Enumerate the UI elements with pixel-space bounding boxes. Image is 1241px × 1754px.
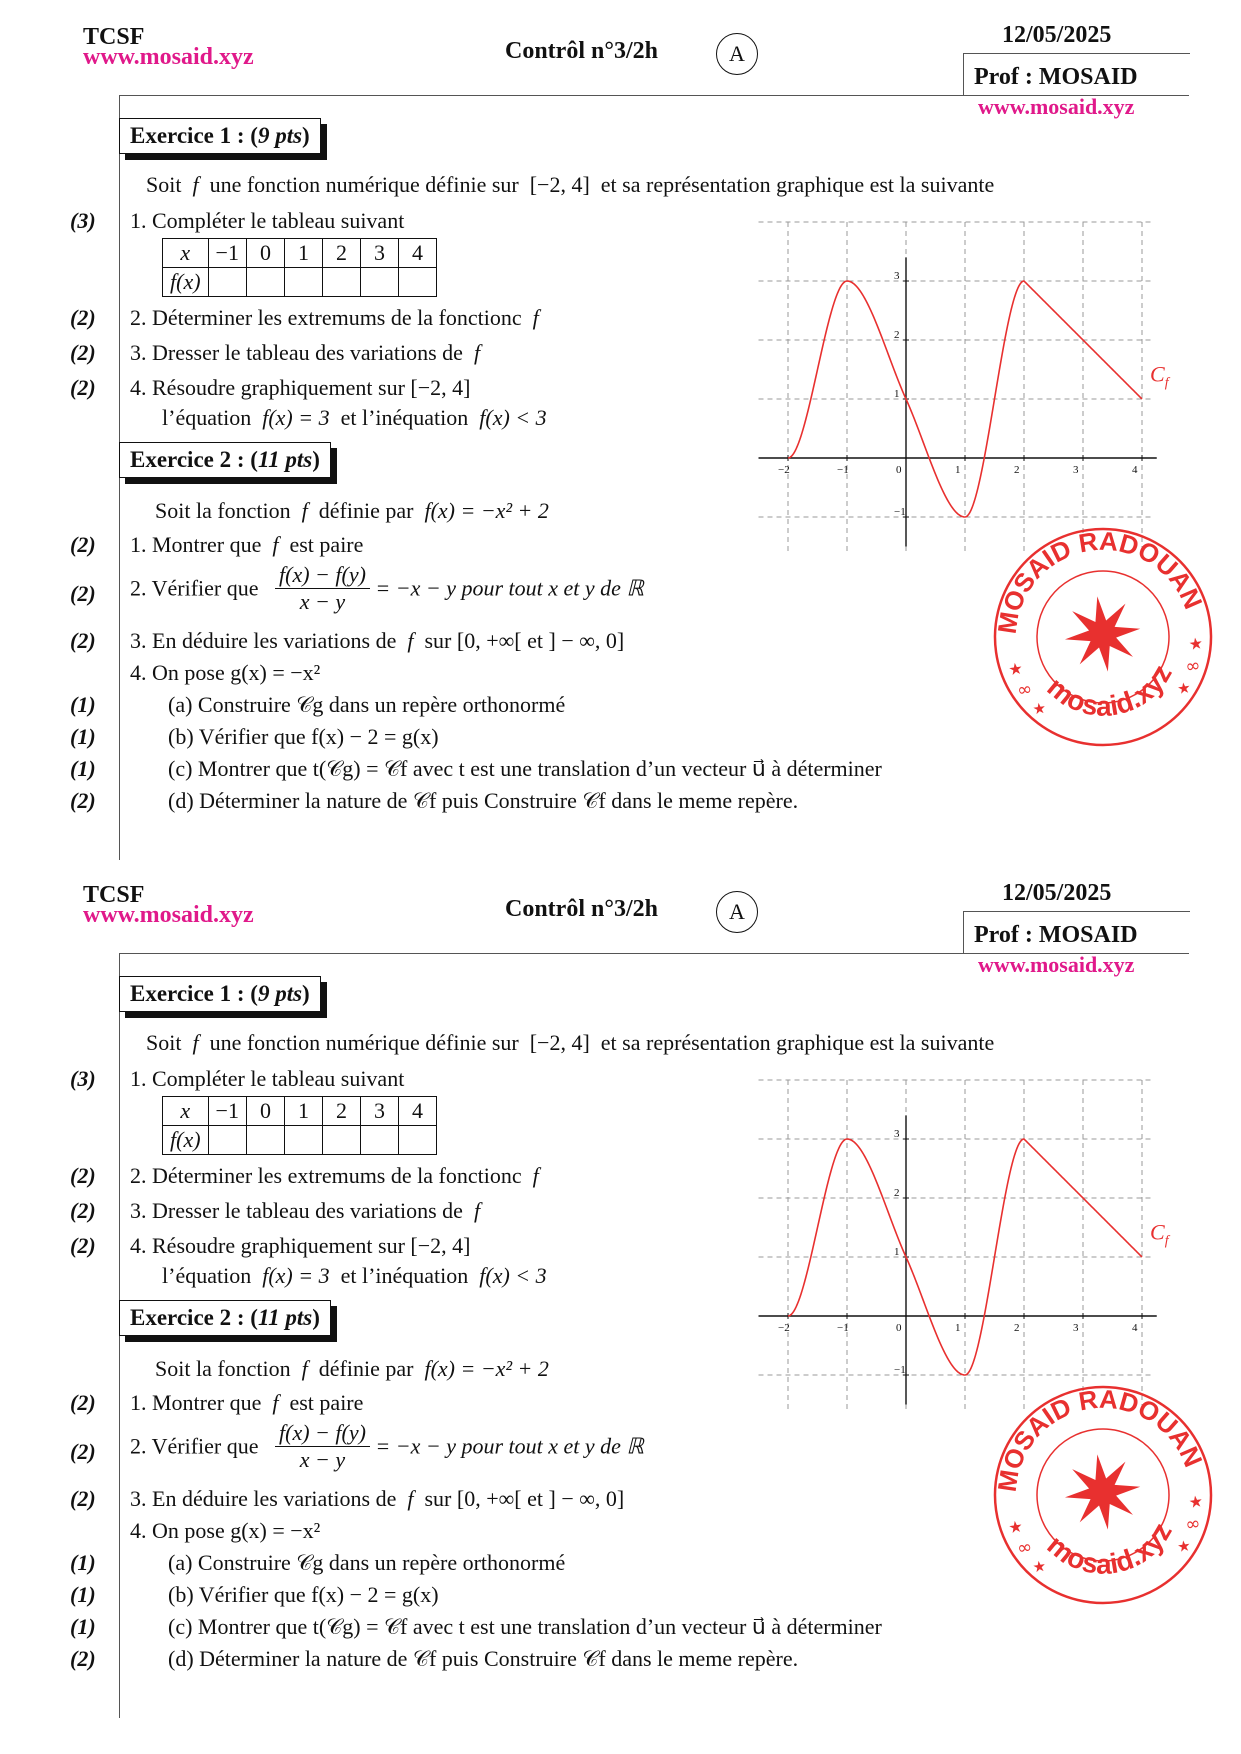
exercise-2-heading (119, 1300, 331, 1336)
ex2-q2-tail: = −x − y pour tout x et y de ℝ (375, 1433, 644, 1459)
exercise-2-heading (119, 442, 331, 478)
ex2-q1-text: 1. Montrer que (130, 1390, 262, 1415)
points-ex2-qd: (2) (70, 788, 96, 813)
stamp-small-star-icon: ★ (1187, 633, 1205, 655)
points-ex2-q3: (2) (70, 1486, 96, 1511)
teacher-name: Prof : MOSAID (974, 922, 1138, 948)
ex2-question-1 (130, 1390, 363, 1416)
points-q4: (2) (70, 1233, 96, 1258)
table-answer-cell[interactable] (398, 1126, 436, 1155)
points-ex2-q2: (2) (70, 1439, 96, 1464)
stamp-seal (988, 1380, 1218, 1610)
x-tick-label: 3 (1073, 464, 1079, 476)
ex2-question-b: (b) Vérifier que f(x) − 2 = g(x) (168, 1582, 439, 1607)
values-table (162, 238, 437, 297)
function-symbol: f (301, 1356, 308, 1381)
ex2-function-formula: f(x) = −x² + 2 (424, 1356, 549, 1381)
stamp-small-star-icon: ★ (1187, 1491, 1205, 1513)
points-q2: (2) (70, 1163, 96, 1188)
fraction (275, 562, 370, 615)
exercise-2-intro (155, 1356, 549, 1382)
table-cell: 2 (322, 239, 360, 268)
stamp-star-icon (1060, 1449, 1146, 1535)
table-cell: 3 (360, 1097, 398, 1126)
stamp-bottom-text: mosaid.xyz (1041, 1517, 1178, 1580)
intro-interval: [−2, 4] (529, 1030, 590, 1055)
function-symbol: f (272, 1390, 279, 1415)
table-cell: 0 (246, 239, 284, 268)
stamp-small-star-icon: ★ (1007, 1516, 1025, 1538)
ex2-intro-defined: définie par (318, 498, 414, 523)
ex2-question-4: 4. On pose g(x) = −x² (130, 1518, 321, 1543)
table-cell: 3 (360, 239, 398, 268)
question-4: 4. Résoudre graphiquement sur [−2, 4] (130, 375, 471, 400)
x-tick-label: 1 (955, 1322, 961, 1334)
fraction-denominator: x − y (299, 1447, 346, 1472)
stamp-star-icon (1060, 591, 1146, 677)
points-ex2-qb: (1) (70, 1582, 96, 1607)
points-q4: (2) (70, 375, 96, 400)
exercise-1-label: Exercice 1 : ( (130, 123, 258, 148)
version-badge: A (716, 891, 758, 933)
ex2-q3-tail: sur [0, +∞[ et ] − ∞, 0] (424, 1486, 625, 1511)
stamp-infinity-icon: ∞ (1015, 678, 1034, 702)
exercise-1-points: 9 pts (257, 123, 303, 148)
ex2-question-d: (d) Déterminer la nature de 𝒞f puis Construire 𝒞f dans le meme repère. (168, 1646, 799, 1671)
ex2-q1-text: 1. Montrer que (130, 532, 262, 557)
ex2-question-a: (a) Construire 𝒞g dans un repère orthonormé (168, 1550, 566, 1575)
ex2-question-2 (130, 1420, 644, 1473)
table-row-label: f(x) (170, 1127, 201, 1152)
x-tick-label: 2 (1014, 1322, 1020, 1334)
exam-title: Contrôl n°3/2h (505, 38, 658, 64)
q4-equation-word: l’équation (162, 1263, 252, 1288)
y-tick-label: 2 (894, 329, 900, 341)
q4-inequation: f(x) < 3 (479, 1263, 547, 1288)
function-symbol: f (532, 305, 539, 330)
function-symbol: f (473, 340, 481, 365)
table-cell (163, 239, 209, 268)
table-header-x: x (180, 1098, 191, 1123)
x-tick-label: 0 (896, 464, 902, 476)
ex2-question-3 (130, 628, 624, 654)
exercise-1-heading (119, 976, 321, 1012)
y-tick-label: 1 (894, 388, 900, 400)
fraction-numerator: f(x) − f(y) (275, 562, 370, 589)
question-3 (130, 340, 480, 366)
stamp-seal (988, 522, 1218, 752)
exercise-1-close: ) (302, 123, 310, 148)
x-tick-label: −2 (778, 1322, 790, 1334)
question-3-text: 3. Dresser le tableau des variations de (130, 340, 463, 365)
exam-title: Contrôl n°3/2h (505, 896, 658, 922)
table-cell: 4 (398, 1097, 436, 1126)
q4-inequation-word: et l’inéquation (340, 405, 469, 430)
function-graph (760, 220, 1169, 550)
table-answer-cell[interactable] (246, 268, 284, 297)
ex2-q3-text: 3. En déduire les variations de (130, 1486, 397, 1511)
stamp-top-text: MOSAID RADOUAN (991, 525, 1209, 636)
table-answer-cell[interactable] (208, 268, 246, 297)
table-cell: −1 (208, 1097, 246, 1126)
points-ex2-qa: (1) (70, 1550, 96, 1575)
ex2-question-4: 4. On pose g(x) = −x² (130, 660, 321, 685)
question-4: 4. Résoudre graphiquement sur [−2, 4] (130, 1233, 471, 1258)
points-ex2-q2: (2) (70, 581, 96, 606)
table-cell: 2 (322, 1097, 360, 1126)
website-link[interactable]: www.mosaid.xyz (83, 902, 254, 928)
points-ex2-q1: (2) (70, 532, 96, 557)
ex2-question-3 (130, 1486, 624, 1512)
points-ex2-qb: (1) (70, 724, 96, 749)
q4-equation: f(x) = 3 (262, 1263, 330, 1288)
values-table (162, 1096, 437, 1155)
intro-tail: et sa représentation graphique est la suivante (600, 172, 995, 197)
stamp-small-star-icon: ★ (1176, 678, 1192, 699)
stamp-group (988, 1380, 1218, 1610)
exercise-2-close: ) (312, 447, 320, 472)
exercise-1-intro (146, 1030, 994, 1056)
ex2-function-formula: f(x) = −x² + 2 (424, 498, 549, 523)
question-3-text: 3. Dresser le tableau des variations de (130, 1198, 463, 1223)
x-tick-label: −2 (778, 464, 790, 476)
function-symbol: f (192, 1030, 199, 1055)
question-3 (130, 1198, 480, 1224)
y-tick-label: 1 (894, 1246, 900, 1258)
y-tick-label: 2 (894, 1187, 900, 1199)
table-row (163, 239, 437, 268)
ex2-question-1 (130, 532, 363, 558)
function-symbol: f (272, 532, 279, 557)
table-row (163, 1097, 437, 1126)
ex2-q2-tail: = −x − y pour tout x et y de ℝ (375, 575, 644, 601)
x-tick-label: 1 (955, 464, 961, 476)
table-answer-cell[interactable] (284, 1126, 322, 1155)
ex2-q1-tail: est paire (289, 1390, 364, 1415)
ex2-q2-text: 2. Vérifier que (130, 1433, 259, 1459)
frame-top-line (119, 95, 965, 96)
fraction-denominator: x − y (299, 589, 346, 614)
exercise-2-points: 11 pts (257, 447, 313, 472)
table-cell (163, 1097, 209, 1126)
school-name: TCSF (83, 24, 145, 50)
frame-top-line (119, 953, 965, 954)
function-symbol: f (407, 628, 414, 653)
table-answer-cell[interactable] (322, 268, 360, 297)
x-tick-label: −1 (837, 1322, 849, 1334)
ex2-question-2 (130, 562, 644, 615)
table-answer-cell[interactable] (322, 1126, 360, 1155)
ex2-q3-tail: sur [0, +∞[ et ] − ∞, 0] (424, 628, 625, 653)
q4-equation: f(x) = 3 (262, 405, 330, 430)
ex2-intro-text: Soit la fonction (155, 1356, 291, 1381)
exercise-2-intro (155, 498, 549, 524)
q4-equation-word: l’équation (162, 405, 252, 430)
x-tick-label: 4 (1132, 1322, 1138, 1334)
ex2-question-d: (d) Déterminer la nature de 𝒞f puis Construire 𝒞f dans le meme repère. (168, 788, 799, 813)
exercise-2-label: Exercice 2 : ( (130, 1305, 258, 1330)
stamp-small-star-icon: ★ (1031, 698, 1048, 719)
exercise-2-label: Exercice 2 : ( (130, 447, 258, 472)
points-q1: (3) (70, 1066, 96, 1091)
table-header-x: x (180, 240, 191, 265)
ex2-intro-text: Soit la fonction (155, 498, 291, 523)
table-cell: 0 (246, 1097, 284, 1126)
stamp-group (988, 522, 1218, 752)
x-tick-label: 4 (1132, 464, 1138, 476)
points-q3: (2) (70, 1198, 96, 1223)
q4-inequation: f(x) < 3 (479, 405, 547, 430)
exercise-1-label: Exercice 1 : ( (130, 981, 258, 1006)
question-4-line-2 (162, 1263, 547, 1289)
stamp-infinity-icon: ∞ (1184, 1512, 1202, 1536)
stamp-infinity-icon: ∞ (1184, 654, 1202, 678)
table-row (163, 268, 437, 297)
question-2-text: 2. Déterminer les extremums de la fonctionc (130, 305, 522, 330)
points-q2: (2) (70, 305, 96, 330)
exam-date: 12/05/2025 (1002, 880, 1112, 906)
ex2-q2-text: 2. Vérifier que (130, 575, 259, 601)
function-symbol: f (192, 172, 199, 197)
ex2-question-b: (b) Vérifier que f(x) − 2 = g(x) (168, 724, 439, 749)
exercise-1-points: 9 pts (257, 981, 303, 1006)
function-symbol: f (301, 498, 308, 523)
graph-grid (759, 1080, 1154, 1410)
points-ex2-q1: (2) (70, 1390, 96, 1415)
table-cell: 1 (284, 239, 322, 268)
intro-interval: [−2, 4] (529, 172, 590, 197)
table-answer-cell[interactable] (360, 268, 398, 297)
exercise-1-intro (146, 172, 994, 198)
fraction-numerator: f(x) − f(y) (275, 1420, 370, 1447)
points-q3: (2) (70, 340, 96, 365)
stamp-bottom-text: mosaid.xyz (1041, 659, 1178, 722)
curve-label: $C_f$ (1150, 361, 1169, 391)
function-symbol: f (473, 1198, 481, 1223)
x-tick-label: 2 (1014, 464, 1020, 476)
ex2-q1-tail: est paire (289, 532, 364, 557)
exercise-2-close: ) (312, 1305, 320, 1330)
y-tick-label: 3 (894, 1128, 900, 1140)
q4-inequation-word: et l’inéquation (340, 1263, 469, 1288)
function-symbol: f (532, 1163, 539, 1188)
website-link-2[interactable]: www.mosaid.xyz (978, 94, 1135, 119)
intro-word: Soit (146, 172, 182, 197)
question-4-line-2 (162, 405, 547, 431)
intro-word: Soit (146, 1030, 182, 1055)
exercise-1-close: ) (302, 981, 310, 1006)
ex2-question-c: (c) Montrer que t(𝒞g) = 𝒞f avec t est une translation d’un vecteur u⃗ à déterminer (168, 1614, 882, 1639)
fraction (275, 1420, 370, 1473)
stamp-top-text: MOSAID RADOUAN (991, 1383, 1209, 1494)
question-1: 1. Compléter le tableau suivant (130, 1066, 405, 1091)
table-answer-cell[interactable] (360, 1126, 398, 1155)
table-answer-cell[interactable] (284, 268, 322, 297)
stamp-small-star-icon: ★ (1031, 1556, 1048, 1577)
version-badge: A (716, 33, 758, 75)
stamp-small-star-icon: ★ (1176, 1536, 1192, 1557)
ex2-question-c: (c) Montrer que t(𝒞g) = 𝒞f avec t est une translation d’un vecteur u⃗ à déterminer (168, 756, 882, 781)
exam-copy-1 (0, 0, 1241, 860)
teacher-name: Prof : MOSAID (974, 64, 1138, 90)
x-tick-label: −1 (837, 464, 849, 476)
function-graph (760, 1078, 1169, 1408)
website-link-2[interactable]: www.mosaid.xyz (978, 952, 1135, 977)
table-answer-cell[interactable] (398, 268, 436, 297)
points-ex2-q3: (2) (70, 628, 96, 653)
table-cell: −1 (208, 239, 246, 268)
table-answer-cell[interactable] (246, 1126, 284, 1155)
table-answer-cell[interactable] (208, 1126, 246, 1155)
table-row-label: f(x) (170, 269, 201, 294)
y-tick-label: −1 (894, 506, 906, 518)
exam-date: 12/05/2025 (1002, 22, 1112, 48)
question-2-text: 2. Déterminer les extremums de la fonctionc (130, 1163, 522, 1188)
ex2-q3-text: 3. En déduire les variations de (130, 628, 397, 653)
points-ex2-qa: (1) (70, 692, 96, 717)
graph-grid (759, 222, 1154, 552)
website-link[interactable]: www.mosaid.xyz (83, 44, 254, 70)
points-ex2-qc: (1) (70, 1614, 96, 1639)
intro-text: une fonction numérique définie sur (209, 1030, 519, 1055)
table-row (163, 1126, 437, 1155)
exercise-2-points: 11 pts (257, 1305, 313, 1330)
school-name: TCSF (83, 882, 145, 908)
x-tick-label: 0 (896, 1322, 902, 1334)
x-tick-label: 3 (1073, 1322, 1079, 1334)
table-cell: 1 (284, 1097, 322, 1126)
function-symbol: f (407, 1486, 414, 1511)
y-tick-label: 3 (894, 270, 900, 282)
stamp-infinity-icon: ∞ (1015, 1536, 1034, 1560)
points-ex2-qc: (1) (70, 756, 96, 781)
question-1: 1. Compléter le tableau suivant (130, 208, 405, 233)
question-2 (130, 305, 539, 331)
y-tick-label: −1 (894, 1364, 906, 1376)
table-cell: 4 (398, 239, 436, 268)
points-q1: (3) (70, 208, 96, 233)
question-2 (130, 1163, 539, 1189)
exam-copy-2 (0, 858, 1241, 1718)
stamp-small-star-icon: ★ (1007, 658, 1025, 680)
ex2-intro-defined: définie par (318, 1356, 414, 1381)
intro-tail: et sa représentation graphique est la suivante (600, 1030, 995, 1055)
points-ex2-qd: (2) (70, 1646, 96, 1671)
table-cell (163, 1126, 209, 1155)
intro-text: une fonction numérique définie sur (209, 172, 519, 197)
curve-label: $C_f$ (1150, 1219, 1169, 1249)
exercise-1-heading (119, 118, 321, 154)
table-cell (163, 268, 209, 297)
ex2-question-a: (a) Construire 𝒞g dans un repère orthonormé (168, 692, 566, 717)
